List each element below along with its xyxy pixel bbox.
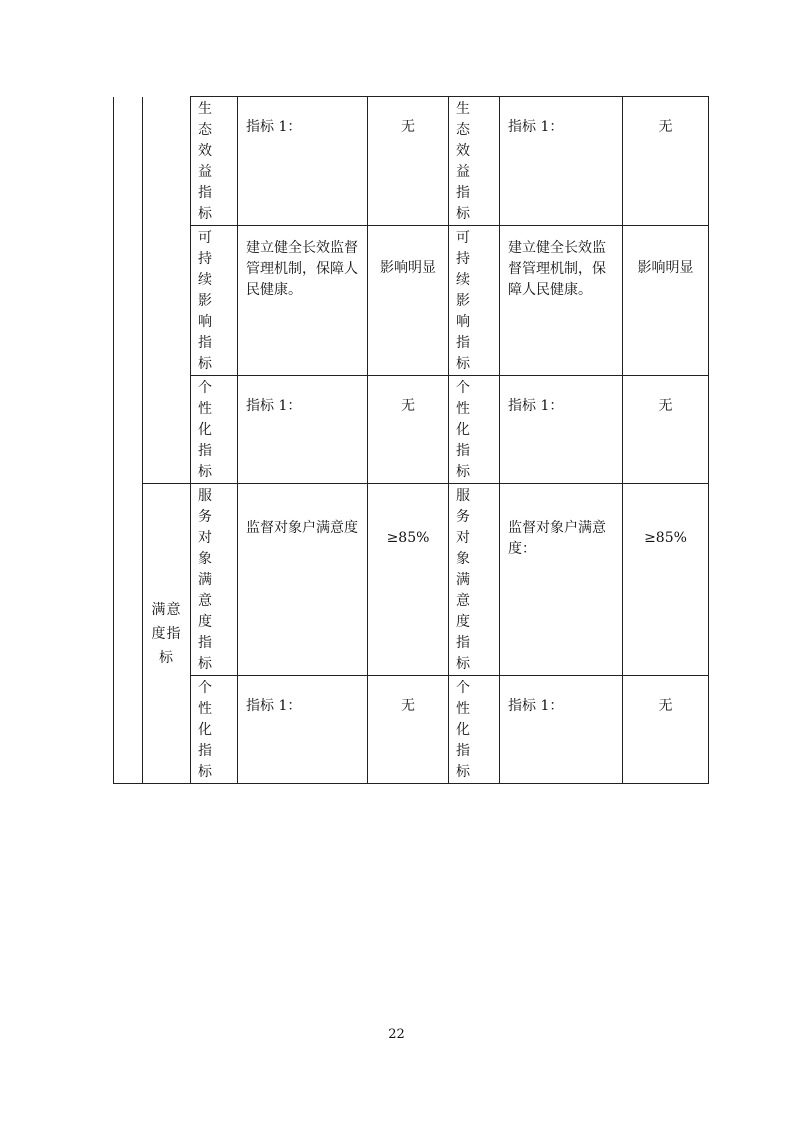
performance-indicator-table	[113, 96, 709, 784]
indicator-value-cell: 无	[368, 376, 449, 484]
indicator-name-cell: 生态效益指标	[449, 97, 500, 226]
page-number: 22	[388, 1027, 405, 1042]
indicator-value-cell: 无	[623, 97, 709, 226]
indicator-name-cell: 可持续影响指标	[191, 226, 238, 376]
indicator-value-cell: ≥85%	[368, 484, 449, 676]
table-row	[114, 484, 709, 676]
indicator-value-cell: 影响明显	[623, 226, 709, 376]
indicator-name-cell: 生态效益指标	[191, 97, 238, 226]
satisfaction-category-cell: 满意度指标	[143, 484, 191, 784]
indicator-content-cell: 监督对象户满意度	[238, 484, 368, 676]
indicator-value-cell: 无	[623, 376, 709, 484]
indicator-name-cell: 可持续影响指标	[449, 226, 500, 376]
indicator-value-cell: 无	[368, 97, 449, 226]
indicator-content-cell: 指标 1：	[238, 97, 368, 226]
table-row	[114, 226, 709, 376]
table-row	[114, 676, 709, 784]
indicator-content-cell: 指标 1：	[500, 676, 623, 784]
indicator-name-cell: 个性化指标	[191, 376, 238, 484]
indicator-content-cell: 指标 1：	[238, 676, 368, 784]
table-row	[114, 97, 709, 226]
indicator-value-cell: 影响明显	[368, 226, 449, 376]
table-row	[114, 376, 709, 484]
indicator-name-cell: 个性化指标	[191, 676, 238, 784]
indicator-name-cell: 服务对象满意度指标	[191, 484, 238, 676]
indicator-content-cell: 指标 1：	[500, 97, 623, 226]
indicator-content-cell: 建立健全长效监督管理机制，保障人民健康。	[238, 226, 368, 376]
indicator-value-cell: 无	[368, 676, 449, 784]
indicator-content-cell: 指标 1：	[500, 376, 623, 484]
indicator-name-cell: 个性化指标	[449, 376, 500, 484]
indicator-name-cell: 个性化指标	[449, 676, 500, 784]
level1-cell	[114, 97, 143, 784]
indicator-value-cell: ≥85%	[623, 484, 709, 676]
indicator-content-cell: 监督对象户满意度：	[500, 484, 623, 676]
indicator-content-cell: 建立健全长效监督管理机制，保障人民健康。	[500, 226, 623, 376]
indicator-content-cell: 指标 1：	[238, 376, 368, 484]
indicator-value-cell: 无	[623, 676, 709, 784]
level2-cell	[143, 97, 191, 484]
indicator-name-cell: 服务对象满意度指标	[449, 484, 500, 676]
